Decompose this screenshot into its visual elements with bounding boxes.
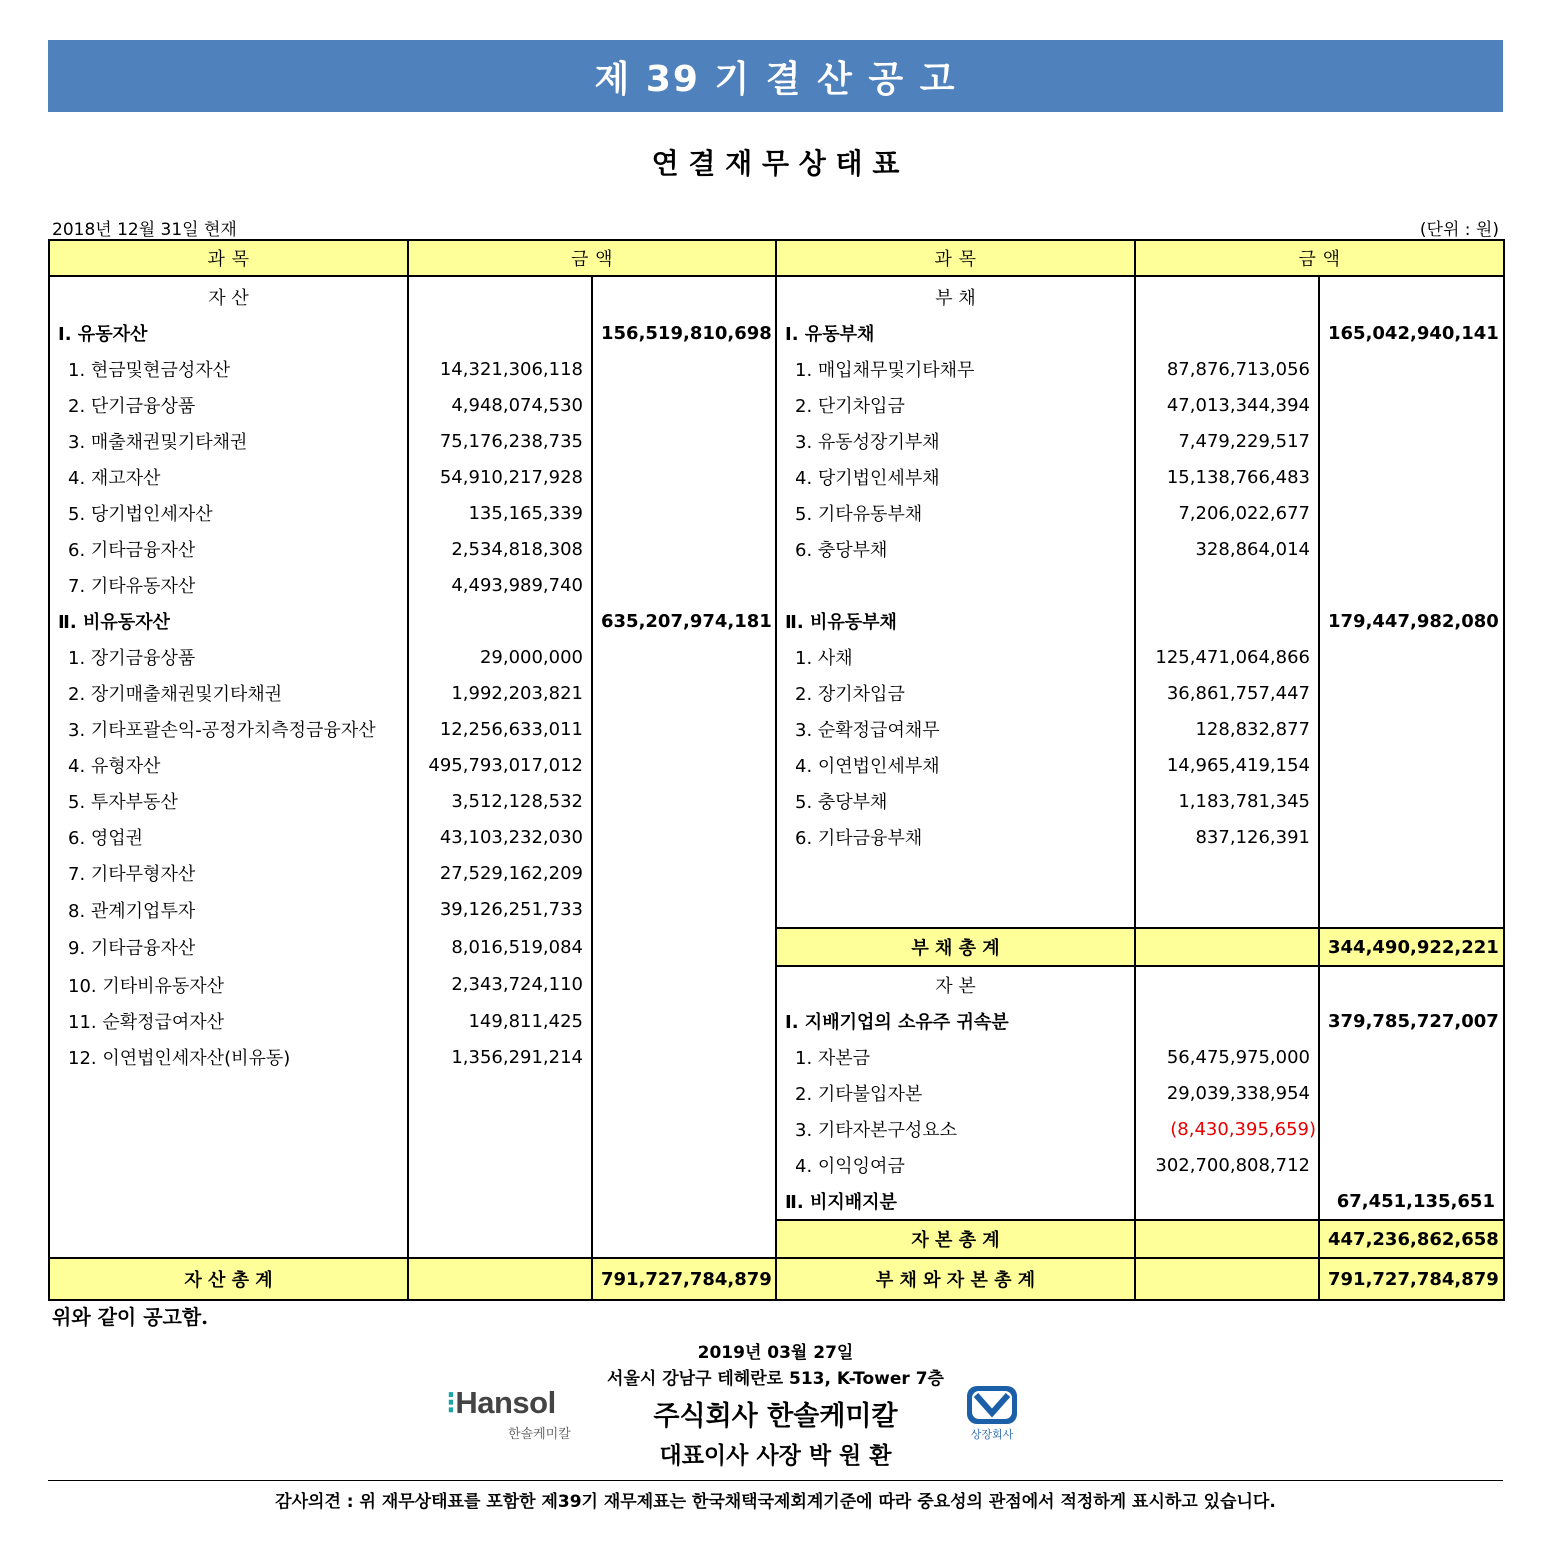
table-row — [49, 1039, 1504, 1075]
left-subject — [49, 1183, 408, 1220]
right-amount-total — [1319, 1147, 1504, 1183]
left-subject: 5. 투자부동산 — [49, 783, 408, 819]
right-amount-total — [1319, 966, 1504, 1003]
left-amount-detail — [408, 279, 592, 315]
right-amount-detail: 7,479,229,517 — [1135, 423, 1319, 459]
audit-opinion: 감사의견 : 위 재무상태표를 포함한 제39기 재무제표는 한국채택국제회계기준에 따라 중요성의 관점에서 적정하게 표시하고 있습니다. — [275, 1492, 1276, 1512]
right-subject: 1. 사채 — [776, 639, 1135, 675]
left-amount-detail — [408, 1183, 592, 1220]
left-subject: 9. 기타금융자산 — [49, 928, 408, 966]
left-subject: 자 산 — [49, 279, 408, 315]
right-amount-detail: 15,138,766,483 — [1135, 459, 1319, 495]
right-amount-total — [1319, 1039, 1504, 1075]
left-amount-total — [592, 1147, 776, 1183]
right-amount-total — [1319, 891, 1504, 928]
left-amount-detail: 43,103,232,030 — [408, 819, 592, 855]
right-amount-total — [1319, 423, 1504, 459]
right-amount-total — [1319, 783, 1504, 819]
left-amount-detail: 54,910,217,928 — [408, 459, 592, 495]
left-subject: 3. 매출채권및기타채권 — [49, 423, 408, 459]
left-amount-total — [592, 891, 776, 928]
left-amount-detail: 1,992,203,821 — [408, 675, 592, 711]
left-subject: 6. 기타금융자산 — [49, 531, 408, 567]
right-amount-detail: 125,471,064,866 — [1135, 639, 1319, 675]
right-amount-total: 379,785,727,007 — [1319, 1003, 1504, 1039]
right-subject: 1. 매입채무및기타채무 — [776, 351, 1135, 387]
left-amount-detail — [408, 1075, 592, 1111]
right-amount-total — [1319, 531, 1504, 567]
total-assets-col-empty — [408, 1258, 592, 1300]
table-row — [49, 531, 1504, 567]
table-row — [49, 423, 1504, 459]
left-amount-detail: 27,529,162,209 — [408, 855, 592, 891]
table-row — [49, 1075, 1504, 1111]
right-subject: 4. 이연법인세부채 — [776, 747, 1135, 783]
right-amount-detail — [1135, 1183, 1319, 1220]
left-amount-detail: 8,016,519,084 — [408, 928, 592, 966]
table-row — [49, 675, 1504, 711]
right-subject: 자 본 총 계 — [776, 1220, 1135, 1258]
right-subject: 1. 자본금 — [776, 1039, 1135, 1075]
left-amount-detail: 12,256,633,011 — [408, 711, 592, 747]
left-subject: 12. 이연법인세자산(비유동) — [49, 1039, 408, 1075]
right-amount-detail: 56,475,975,000 — [1135, 1039, 1319, 1075]
left-amount-detail: 2,343,724,110 — [408, 966, 592, 1003]
right-amount-detail — [1135, 1003, 1319, 1039]
table-row — [49, 495, 1504, 531]
left-amount-detail: 1,356,291,214 — [408, 1039, 592, 1075]
logo-brand-text: Hansol — [455, 1385, 556, 1420]
right-subject: 부 채 — [776, 279, 1135, 315]
right-amount-detail — [1135, 1220, 1319, 1258]
left-amount-total — [592, 928, 776, 966]
left-subject — [49, 1147, 408, 1183]
right-amount-detail — [1135, 891, 1319, 928]
left-amount-total — [592, 495, 776, 531]
right-amount-detail: (8,430,395,659) — [1135, 1111, 1319, 1147]
table-row — [49, 351, 1504, 387]
right-amount-total — [1319, 459, 1504, 495]
left-amount-total — [592, 531, 776, 567]
left-subject: 7. 기타무형자산 — [49, 855, 408, 891]
right-amount-total: 179,447,982,080 — [1319, 603, 1504, 639]
right-amount-detail: 14,965,419,154 — [1135, 747, 1319, 783]
right-amount-total — [1319, 855, 1504, 891]
right-amount-total: 67,451,135,651 — [1319, 1183, 1504, 1220]
header-right-subject: 과 목 — [776, 240, 1135, 276]
table-row — [49, 711, 1504, 747]
page-banner-title: 제 39 기 결 산 공 고 — [48, 40, 1503, 112]
company-name: 주식회사 한솔케미칼 — [653, 1401, 898, 1432]
left-amount-detail: 14,321,306,118 — [408, 351, 592, 387]
left-subject: 11. 순확정급여자산 — [49, 1003, 408, 1039]
left-subject: 7. 기타유동자산 — [49, 567, 408, 603]
right-subject: Ⅰ. 지배기업의 소유주 귀속분 — [776, 1003, 1135, 1039]
left-amount-total — [592, 1003, 776, 1039]
left-amount-total — [592, 279, 776, 315]
right-subject: 5. 기타유동부채 — [776, 495, 1135, 531]
table-row — [49, 315, 1504, 351]
table-row — [49, 855, 1504, 891]
right-amount-detail: 328,864,014 — [1135, 531, 1319, 567]
right-subject: 4. 당기법인세부채 — [776, 459, 1135, 495]
left-subject — [49, 1111, 408, 1147]
left-amount-detail: 29,000,000 — [408, 639, 592, 675]
left-amount-detail — [408, 1220, 592, 1258]
left-subject: 10. 기타비유동자산 — [49, 966, 408, 1003]
right-subject: 3. 유동성장기부채 — [776, 423, 1135, 459]
right-subject: 2. 기타불입자본 — [776, 1075, 1135, 1111]
right-amount-total: 447,236,862,658 — [1319, 1220, 1504, 1258]
as-of-date: 2018년 12월 31일 현재 — [52, 220, 237, 240]
right-subject: Ⅱ. 비지배지분 — [776, 1183, 1135, 1220]
right-amount-detail: 7,206,022,677 — [1135, 495, 1319, 531]
right-amount-total — [1319, 387, 1504, 423]
left-amount-detail: 149,811,425 — [408, 1003, 592, 1039]
right-subject: 3. 순확정급여채무 — [776, 711, 1135, 747]
balance-sheet-table — [48, 239, 1505, 1301]
right-amount-detail: 128,832,877 — [1135, 711, 1319, 747]
left-amount-total — [592, 783, 776, 819]
right-subject — [776, 891, 1135, 928]
right-amount-total: 165,042,940,141 — [1319, 315, 1504, 351]
total-liab-equity-value: 791,727,784,879 — [1319, 1258, 1504, 1300]
table-row — [49, 1183, 1504, 1220]
right-amount-total — [1319, 711, 1504, 747]
table-row — [49, 966, 1504, 1003]
table-row — [49, 567, 1504, 603]
left-amount-total — [592, 567, 776, 603]
table-row — [49, 747, 1504, 783]
table-row — [49, 279, 1504, 315]
unit-label: (단위 : 원) — [1419, 220, 1499, 240]
left-amount-total — [592, 459, 776, 495]
table-row — [49, 459, 1504, 495]
total-liab-equity-col-empty — [1135, 1258, 1319, 1300]
total-assets-label: 자 산 총 계 — [49, 1258, 408, 1300]
right-subject: 5. 충당부채 — [776, 783, 1135, 819]
right-amount-detail — [1135, 567, 1319, 603]
total-liab-equity-label: 부 채 와 자 본 총 계 — [776, 1258, 1135, 1300]
table-row — [49, 928, 1504, 966]
left-subject: 5. 당기법인세자산 — [49, 495, 408, 531]
left-amount-detail: 39,126,251,733 — [408, 891, 592, 928]
left-amount-detail — [408, 603, 592, 639]
table-row — [49, 819, 1504, 855]
left-amount-total — [592, 711, 776, 747]
grand-total-row — [49, 1258, 1504, 1300]
right-subject: 4. 이익잉여금 — [776, 1147, 1135, 1183]
left-amount-detail: 135,165,339 — [408, 495, 592, 531]
left-amount-total — [592, 1220, 776, 1258]
left-subject: 4. 유형자산 — [49, 747, 408, 783]
right-amount-detail: 1,183,781,345 — [1135, 783, 1319, 819]
right-amount-detail: 87,876,713,056 — [1135, 351, 1319, 387]
ceo-name: 대표이사 사장 박 원 환 — [659, 1443, 892, 1469]
table-row — [49, 783, 1504, 819]
left-amount-detail: 4,948,074,530 — [408, 387, 592, 423]
left-amount-total — [592, 1039, 776, 1075]
left-amount-total — [592, 639, 776, 675]
right-amount-total — [1319, 351, 1504, 387]
left-amount-total — [592, 855, 776, 891]
left-subject — [49, 1075, 408, 1111]
right-amount-detail — [1135, 855, 1319, 891]
table-row — [49, 1003, 1504, 1039]
right-amount-total — [1319, 639, 1504, 675]
left-amount-detail — [408, 1147, 592, 1183]
right-amount-detail: 837,126,391 — [1135, 819, 1319, 855]
left-amount-total — [592, 423, 776, 459]
left-subject: 1. 현금및현금성자산 — [49, 351, 408, 387]
left-amount-detail: 495,793,017,012 — [408, 747, 592, 783]
right-amount-total — [1319, 1111, 1504, 1147]
left-subject: 8. 관계기업투자 — [49, 891, 408, 928]
left-amount-total — [592, 1111, 776, 1147]
right-subject: Ⅱ. 비유동부채 — [776, 603, 1135, 639]
table-row — [49, 891, 1504, 928]
left-amount-total — [592, 966, 776, 1003]
right-amount-detail — [1135, 315, 1319, 351]
right-amount-detail — [1135, 603, 1319, 639]
footer-date: 2019년 03월 27일 — [697, 1343, 854, 1363]
footer-divider — [48, 1480, 1503, 1481]
right-subject: 6. 충당부채 — [776, 531, 1135, 567]
statement-title: 연 결 재 무 상 태 표 — [651, 147, 900, 180]
table-row — [49, 1147, 1504, 1183]
right-subject: 부 채 총 계 — [776, 928, 1135, 966]
notice-statement: 위와 같이 공고함. — [52, 1305, 209, 1329]
right-amount-total — [1319, 279, 1504, 315]
table-row — [49, 387, 1504, 423]
left-subject: 2. 장기매출채권및기타채권 — [49, 675, 408, 711]
right-amount-total — [1319, 747, 1504, 783]
table-row — [49, 1111, 1504, 1147]
seal-text: 상장회사 — [970, 1428, 1014, 1441]
left-amount-detail: 3,512,128,532 — [408, 783, 592, 819]
right-amount-detail: 36,861,757,447 — [1135, 675, 1319, 711]
hansol-logo: ⁝Hansol 한솔케미칼 — [446, 1385, 571, 1442]
left-amount-total — [592, 1183, 776, 1220]
right-amount-detail — [1135, 928, 1319, 966]
left-subject: 3. 기타포괄손익-공정가치측정금융자산 — [49, 711, 408, 747]
header-left-amount: 금 액 — [408, 240, 776, 276]
right-subject: 2. 단기차입금 — [776, 387, 1135, 423]
left-amount-total: 156,519,810,698 — [592, 315, 776, 351]
right-amount-total — [1319, 567, 1504, 603]
right-amount-total: 344,490,922,221 — [1319, 928, 1504, 966]
left-amount-total — [592, 819, 776, 855]
header-right-amount: 금 액 — [1135, 240, 1504, 276]
left-amount-total — [592, 747, 776, 783]
header-left-subject: 과 목 — [49, 240, 408, 276]
left-subject: 2. 단기금융상품 — [49, 387, 408, 423]
right-amount-total — [1319, 819, 1504, 855]
left-subject: Ⅰ. 유동자산 — [49, 315, 408, 351]
footer-address: 서울시 강남구 테헤란로 513, K-Tower 7층 — [607, 1369, 944, 1389]
right-amount-detail: 47,013,344,394 — [1135, 387, 1319, 423]
right-amount-total — [1319, 1075, 1504, 1111]
left-amount-detail: 75,176,238,735 — [408, 423, 592, 459]
left-subject: 4. 재고자산 — [49, 459, 408, 495]
table-row — [49, 1220, 1504, 1258]
left-subject: Ⅱ. 비유동자산 — [49, 603, 408, 639]
left-amount-total — [592, 1075, 776, 1111]
table-header-row — [49, 240, 1504, 276]
right-amount-detail — [1135, 279, 1319, 315]
left-subject: 1. 장기금융상품 — [49, 639, 408, 675]
left-subject — [49, 1220, 408, 1258]
right-subject: 2. 장기차입금 — [776, 675, 1135, 711]
listed-company-seal-icon — [964, 1383, 1020, 1443]
right-subject: 6. 기타금융부채 — [776, 819, 1135, 855]
right-amount-total — [1319, 495, 1504, 531]
left-amount-detail — [408, 1111, 592, 1147]
table-row — [49, 639, 1504, 675]
left-amount-detail: 2,534,818,308 — [408, 531, 592, 567]
right-subject: 자 본 — [776, 966, 1135, 1003]
total-assets-value: 791,727,784,879 — [592, 1258, 776, 1300]
right-subject: Ⅰ. 유동부채 — [776, 315, 1135, 351]
left-subject: 6. 영업권 — [49, 819, 408, 855]
left-amount-detail: 4,493,989,740 — [408, 567, 592, 603]
right-subject: 3. 기타자본구성요소 — [776, 1111, 1135, 1147]
right-amount-total — [1319, 675, 1504, 711]
right-subject — [776, 855, 1135, 891]
logo-sub-text: 한솔케미칼 — [508, 1427, 571, 1442]
left-amount-total — [592, 351, 776, 387]
left-amount-total — [592, 675, 776, 711]
right-amount-detail — [1135, 966, 1319, 1003]
left-amount-detail — [408, 315, 592, 351]
right-amount-detail: 302,700,808,712 — [1135, 1147, 1319, 1183]
left-amount-total: 635,207,974,181 — [592, 603, 776, 639]
table-row — [49, 603, 1504, 639]
right-subject — [776, 567, 1135, 603]
left-amount-total — [592, 387, 776, 423]
right-amount-detail: 29,039,338,954 — [1135, 1075, 1319, 1111]
